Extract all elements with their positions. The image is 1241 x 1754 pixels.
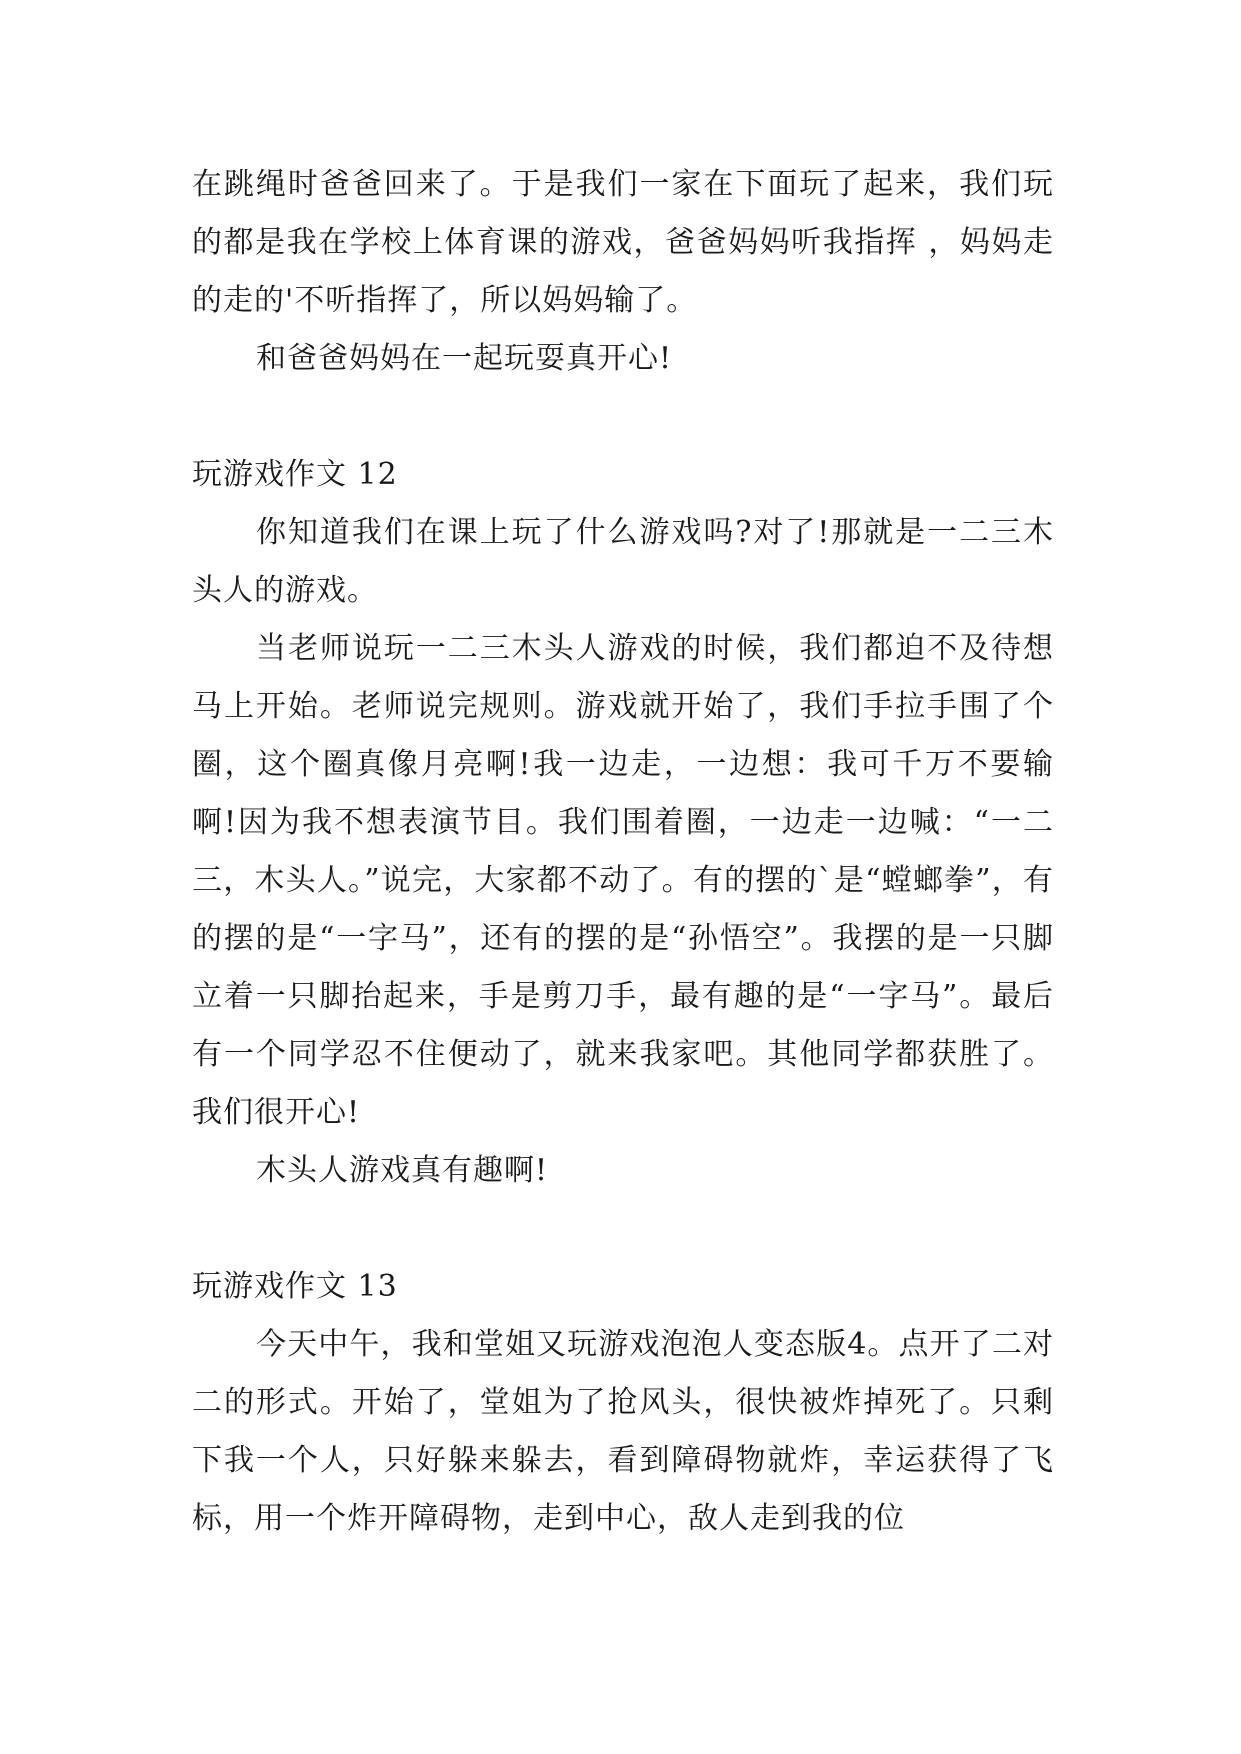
- essay-12-title: 玩游戏作文 12: [192, 457, 398, 492]
- document-page: [192, 156, 1054, 1548]
- paragraph: 在跳绳时爸爸回来了。于是我们一家在下面玩了起来，我们玩的都是我在学校上体育课的游戏，爸爸妈妈听我指挥 ，妈妈走的走的'不听指挥了，所以妈妈输了。: [192, 167, 1054, 318]
- paragraph: 当老师说玩一二三木头人游戏的时候，我们都迫不及待想马上开始。老师说完规则。游戏就开始了，我们手拉手围了个圈，这个圈真像月亮啊!我一边走，一边想：我可千万不要输啊!因为我不想表演节目。我们围着圈，一边走一边喊：“一二三，木头人。”说完，大家都不动了。有的摆的`是“螳螂拳”，有的摆的是“一字马”，还有的摆的是“孙悟空”。我摆的是一只脚立着一只脚抬起来，手是剪刀手，最有趣的是“一字马”。最后有一个同学忍不住便动了，就来我家吧。其他同学都获胜了。我们很开心!: [192, 631, 1054, 1130]
- paragraph: 你知道我们在课上玩了什么游戏吗?对了!那就是一二三木头人的游戏。: [192, 515, 1054, 608]
- paragraph: 今天中午，我和堂姐又玩游戏泡泡人变态版4。点开了二对二的形式。开始了，堂姐为了抢风头，很快被炸掉死了。只剩下我一个人，只好躲来躲去，看到障碍物就炸，幸运获得了飞标，用一个炸开障碍物，走到中心，敌人走到我的位: [192, 1327, 1054, 1536]
- paragraph: 和爸爸妈妈在一起玩耍真开心!: [256, 341, 673, 376]
- section-gap: [192, 388, 1054, 446]
- section-gap: [192, 1200, 1054, 1258]
- paragraph: 木头人游戏真有趣啊!: [256, 1153, 549, 1188]
- essay-13-title: 玩游戏作文 13: [192, 1269, 398, 1304]
